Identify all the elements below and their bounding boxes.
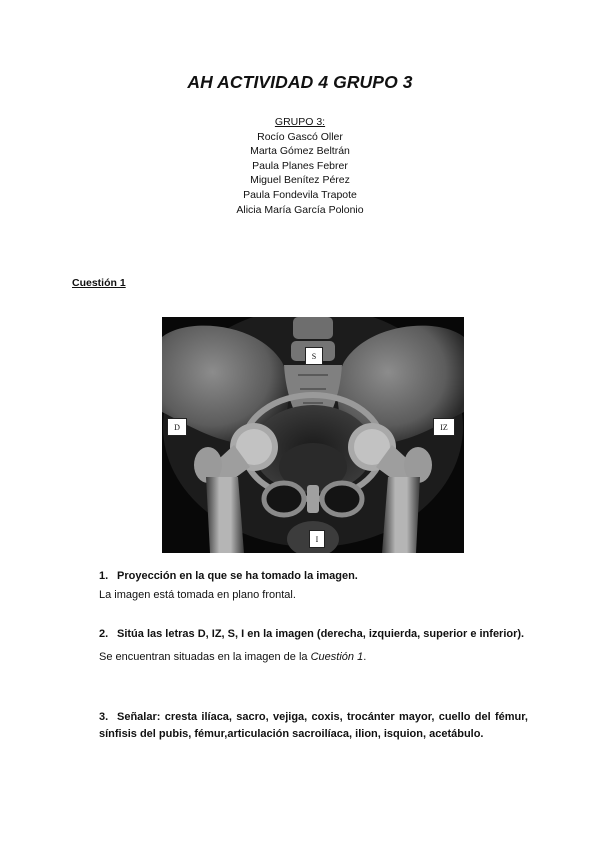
xray-label-derecha: D: [167, 418, 187, 436]
question-3-title: [72, 709, 528, 743]
question-2-answer-ref: Cuestión 1: [310, 651, 364, 663]
question-2-title: [72, 626, 528, 643]
xray-label-izquierda: IZ: [433, 418, 455, 436]
group-heading: GRUPO 3:: [274, 116, 326, 128]
group-member: Alicia María García Polonio: [236, 203, 364, 216]
group-member: Paula Fondevila Trapote: [243, 188, 357, 201]
question-1-number: 1.: [99, 570, 109, 582]
question-2-answer-suffix: .: [363, 651, 367, 663]
question-2-number: 2.: [99, 628, 109, 640]
question-3-text: Señalar: cresta ilíaca, sacro, vejiga, coxis, trocánter mayor, cuello del fémur, sínfisis del pubis, fémur,articulación sacroilíaca, ilion, isquion, acetábulo.: [99, 711, 528, 740]
xray-label-inferior: I: [309, 530, 325, 548]
group-member: Miguel Benítez Pérez: [250, 174, 350, 187]
group-member: Rocío Gascó Oller: [257, 130, 343, 143]
group-block: [0, 115, 600, 217]
question-2-answer-text: Se encuentran situadas en la imagen de la: [99, 651, 311, 663]
page-title: AH ACTIVIDAD 4 GRUPO 3: [187, 72, 413, 92]
question-3-number: 3.: [99, 711, 109, 723]
question-1-title: [72, 568, 528, 585]
question-1-answer: La imagen está tomada en plano frontal.: [99, 589, 296, 601]
section-heading: Cuestión 1: [72, 277, 126, 289]
group-member: Marta Gómez Beltrán: [250, 145, 350, 158]
pelvis-xray-image: [162, 317, 464, 553]
question-2: [72, 626, 528, 666]
question-1-text: Proyección en la que se ha tomado la imagen.: [117, 570, 358, 582]
question-2-text: Sitúa las letras D, IZ, S, I en la imagen (derecha, izquierda, superior e inferior).: [117, 628, 525, 640]
question-3: [72, 709, 528, 743]
question-2-answer: [72, 649, 528, 666]
xray-label-superior: S: [305, 347, 323, 365]
group-member: Paula Planes Febrer: [252, 159, 348, 172]
question-1: [72, 568, 528, 604]
